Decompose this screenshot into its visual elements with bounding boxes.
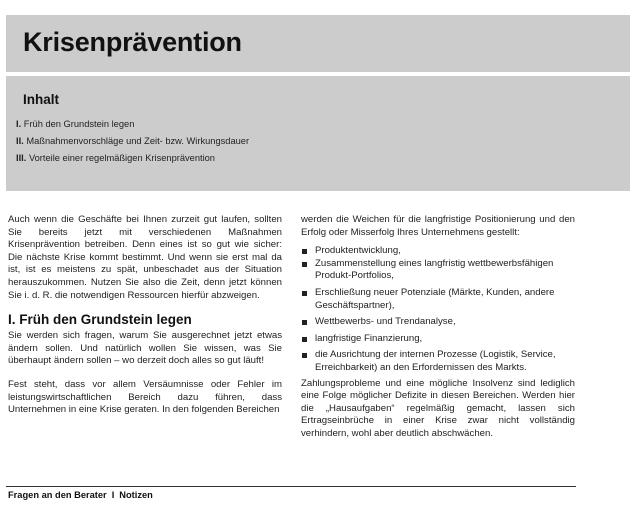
section-heading: I. Früh den Grundstein legen [8, 312, 192, 328]
title-banner [6, 15, 630, 72]
toc-numeral: II. [16, 136, 24, 146]
toc-numeral: III. [16, 153, 27, 163]
bullet-text: Wettbewerbs- und Trendanalyse, [315, 316, 456, 328]
bullet-item [301, 333, 575, 346]
bullet-item [301, 316, 575, 329]
section-paragraph: Sie werden sich fragen, warum Sie ausgerechnet jetzt etwas ändern sollen. Und natürlich wollen Sie wissen, was Sie überhaupt ändern sollen – wo derzeit doch alles so gut läuft! [8, 330, 282, 367]
footer-separator: I [111, 490, 115, 500]
toc-item[interactable] [16, 152, 249, 169]
bullet-text: Produktentwicklung, [315, 245, 401, 257]
bullet-item [301, 258, 575, 283]
square-bullet-icon [302, 291, 307, 296]
toc-numeral: I. [16, 119, 22, 129]
bullet-item [301, 245, 575, 258]
intro-paragraph: Auch wenn die Geschäfte bei Ihnen zurzeit gut laufen, sollten Sie bereits jetzt mit verschiedenen Maßnahmen Krisenprävention betreiben. Denn eines ist so gut wie sicher: Die nächste Krise kommt bestimmt. Und wenn sie erst mal da ist, ist es meistens zu spät, unbeschadet aus der Situation herauszukommen. Nutzen Sie also die Zeit, denn jetzt können Sie i. d. R. die notwendigen Ressourcen hierfür abzweigen. [8, 214, 282, 301]
toc-item[interactable] [16, 118, 249, 135]
square-bullet-icon [302, 320, 307, 325]
footer [8, 490, 153, 500]
toc-list [16, 118, 249, 169]
section-paragraph: Fest steht, dass vor allem Versäumnisse oder Fehler im leistungswirtschaftlichen Bereich dazu führen, dass Unternehmen in eine Krise geraten. In den folgenden Bereichen [8, 378, 282, 416]
toc-item[interactable] [16, 135, 249, 152]
toc-label: Maßnahmenvorschläge und Zeit- bzw. Wirkungsdauer [26, 136, 250, 146]
bullet-text: Erschließung neuer Potenziale (Märkte, Kunden, andere Geschäftspartner), [315, 286, 555, 311]
footer-divider [6, 486, 576, 487]
right-column [301, 214, 575, 441]
bullet-text: Zusammenstellung eines langfristig wettbewerbsfähigen Produkt-Portfolios, [315, 257, 554, 282]
square-bullet-icon [302, 353, 307, 358]
page-title: Krisenprävention [23, 27, 242, 57]
left-column [8, 214, 282, 417]
paragraph-gap [8, 368, 282, 379]
square-bullet-icon [302, 249, 307, 254]
bullet-text: langfristige Finanzierung, [315, 332, 423, 344]
bullet-item [301, 349, 575, 374]
square-bullet-icon [302, 337, 307, 342]
toc-label: Früh den Grundstein legen [23, 119, 135, 129]
bullet-list [301, 245, 575, 374]
footer-notes-label: Notizen [119, 490, 153, 500]
bullet-item [301, 287, 575, 312]
table-of-contents [6, 76, 630, 191]
footer-questions-label: Fragen an den Berater [8, 490, 107, 500]
toc-label: Vorteile einer regelmäßigen Krisenprävention [28, 153, 215, 163]
square-bullet-icon [302, 262, 307, 267]
continued-paragraph: werden die Weichen für die langfristige Positionierung und den Erfolg oder Misserfolg Ihres Unternehmens gestellt: [301, 214, 575, 238]
toc-heading: Inhalt [23, 92, 59, 107]
bullet-text: die Ausrichtung der internen Prozesse (Logistik, Service, Erreichbarkeit) an den Erfordernissen des Markts. [315, 349, 556, 373]
closing-paragraph: Zahlungsprobleme und eine mögliche Insolvenz sind lediglich eine Folge möglicher Defizite in diesen Bereichen. Werden hier die „Hausaufgaben“ regelmäßig gemacht, lassen sich Ertragseinbrüche in einer Krise zwar nicht vollständig verhindern, wohl aber deutlich abschwächen. [301, 377, 575, 439]
